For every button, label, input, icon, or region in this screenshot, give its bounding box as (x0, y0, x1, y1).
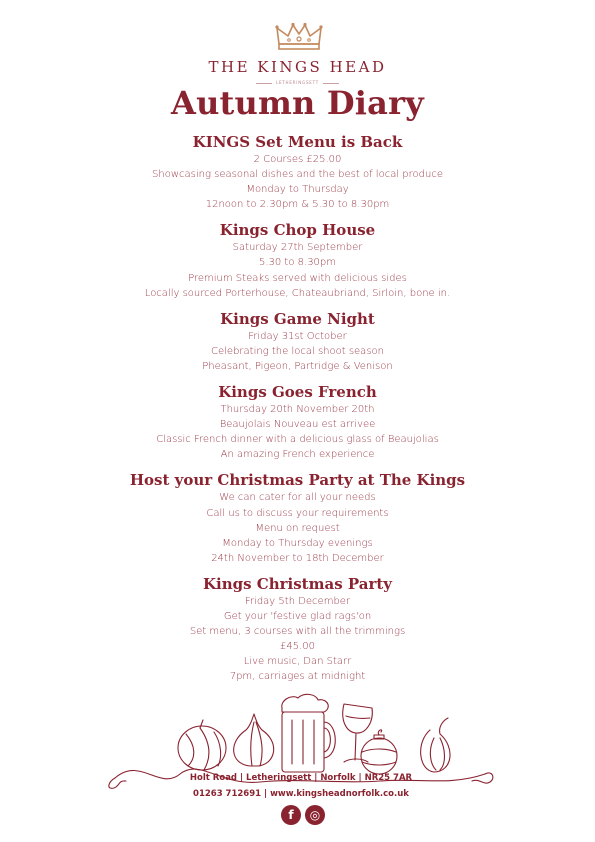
event-line: Menu on request (255, 522, 340, 534)
brand-name: THE KINGS HEAD (208, 58, 387, 76)
facebook-icon[interactable]: f (281, 805, 301, 825)
garlic-icon (234, 714, 274, 766)
event-heading: Kings Goes French (218, 383, 377, 402)
event-line: We can cater for all your needs (219, 492, 376, 504)
event-set-menu (0, 132, 595, 212)
event-christmas-party (0, 574, 595, 685)
event-heading: Host your Christmas Party at The Kings (129, 471, 466, 490)
event-line: Premium Steaks served with delicious sides (188, 272, 407, 284)
brand-location: LETHERINGSETT (275, 80, 320, 85)
event-heading: KINGS Set Menu is Back (192, 133, 403, 151)
event-line: 7pm, carriages at midnight (229, 671, 366, 683)
event-heading: Kings Game Night (220, 309, 375, 328)
event-line: £45.00 (280, 641, 315, 653)
event-line: Friday 5th December (244, 595, 351, 607)
event-line: Get your 'festive glad rags'on (223, 610, 372, 622)
page-title: Autumn Diary (171, 84, 424, 122)
social-links (281, 805, 331, 827)
footer-address: Holt Road | Letheringsett | Norfolk | NR25 7AR (189, 773, 413, 783)
wine-glass-icon (343, 704, 373, 762)
event-line: 24th November to 18th December (211, 552, 384, 564)
events-list (0, 132, 595, 684)
event-line: Thursday 20th November 20th (220, 404, 375, 416)
event-line: Beaujolais Nouveau est arrivee (219, 419, 376, 431)
event-line: Classic French dinner with a delicious glass of Beaujolias (156, 434, 439, 446)
flourish-left (109, 778, 126, 788)
event-line: Locally sourced Porterhouse, Chateaubriand, Sirloin, bone in. (144, 287, 451, 299)
event-line: Saturday 27th September (232, 242, 363, 254)
event-line: Celebrating the local shoot season (211, 345, 384, 357)
onion-icon (421, 718, 450, 772)
event-game-night (0, 309, 595, 374)
event-christmas-host (0, 470, 595, 565)
instagram-icon[interactable]: ◎ (305, 805, 325, 825)
event-goes-french (0, 382, 595, 462)
bauble-icon (361, 730, 397, 774)
crown-icon (274, 22, 324, 52)
event-line: Set menu, 3 courses with all the trimmings (189, 626, 406, 638)
event-line: Call us to discuss your requirements (206, 507, 389, 519)
event-chop-house (0, 220, 595, 300)
beer-mug-icon (282, 694, 335, 772)
event-heading: Kings Chop House (219, 221, 376, 240)
event-line: Monday to Thursday evenings (222, 537, 373, 549)
footer-contact[interactable]: 01263 712691 | www.kingsheadnorfolk.co.uk (193, 789, 409, 799)
event-line: Pheasant, Pigeon, Partridge & Venison (202, 360, 393, 372)
event-line: 12noon to 2.30pm & 5.30 to 8.30pm (205, 199, 390, 211)
event-line: Live music, Dan Starr (243, 656, 352, 668)
event-line: Friday 31st October (248, 330, 347, 342)
event-line: An amazing French experience (220, 449, 375, 461)
event-line: Monday to Thursday (246, 184, 349, 196)
event-line: 5.30 to 8.30pm (258, 257, 337, 269)
event-line: Showcasing seasonal dishes and the best of local produce (152, 169, 443, 181)
event-heading: Kings Christmas Party (202, 574, 393, 593)
event-line: 2 Courses £25.00 (253, 154, 342, 165)
pumpkin-icon (178, 720, 226, 770)
